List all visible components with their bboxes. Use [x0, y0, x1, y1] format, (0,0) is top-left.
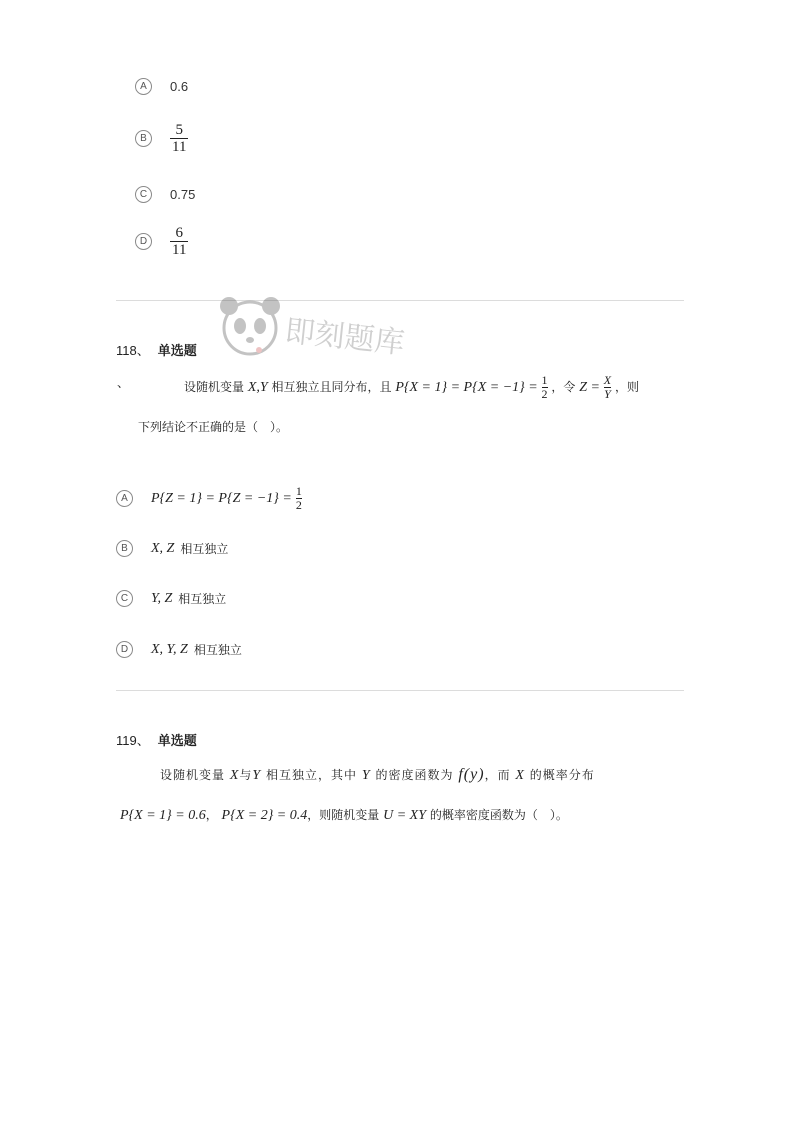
- option-letter: D: [116, 641, 133, 658]
- stem-text: ，而: [484, 768, 511, 782]
- fraction: [170, 122, 188, 155]
- stem-math: P{X = 1} = P{X = −1} =: [395, 380, 538, 395]
- stem-text: ，令: [551, 380, 576, 394]
- stem-math: Z =: [579, 380, 600, 395]
- option-letter: B: [116, 540, 133, 557]
- denominator: 11: [172, 242, 187, 258]
- question-number: 118、: [116, 343, 150, 358]
- denominator: 2: [541, 387, 548, 401]
- panda-logo-icon: [215, 290, 285, 360]
- option-letter: C: [116, 590, 133, 607]
- option-math: X, Y, Z: [151, 641, 188, 657]
- stem-math: X,Y: [247, 380, 268, 395]
- option-a[interactable]: [116, 485, 302, 512]
- stem-math: X: [515, 768, 525, 783]
- option-letter: A: [135, 78, 152, 95]
- option-c[interactable]: [135, 186, 195, 203]
- question-stem-line2: [120, 806, 568, 824]
- option-text: 相互独立: [178, 592, 227, 606]
- stem-text: 设随机变量: [184, 380, 245, 394]
- option-letter: B: [135, 130, 152, 147]
- stem-text: 设随机变量: [160, 768, 226, 782]
- stem-text: 与: [239, 768, 253, 782]
- stray-mark: 、: [117, 376, 130, 390]
- stem-text: 的概率分布: [529, 768, 595, 782]
- watermark-text: 即刻题库: [283, 313, 407, 362]
- option-math: Y, Z: [151, 590, 173, 606]
- stem-text: 的概率密度函数为（ ）。: [429, 808, 568, 822]
- option-d[interactable]: [116, 641, 242, 658]
- fraction: [542, 374, 548, 401]
- question-type: 单选题: [157, 734, 197, 749]
- question-header: [116, 340, 197, 359]
- stem-text: ，: [205, 808, 218, 822]
- numerator: 1: [541, 373, 548, 387]
- stem-math: X: [229, 768, 240, 783]
- divider: [116, 300, 684, 301]
- question-stem: [184, 374, 639, 401]
- stem-text: 的密度函数为: [375, 768, 454, 782]
- option-d[interactable]: [135, 225, 188, 258]
- option-letter: C: [135, 186, 152, 203]
- numerator: 6: [175, 225, 183, 241]
- option-b[interactable]: [135, 122, 188, 155]
- fraction: [296, 485, 302, 512]
- stem-math: f(y): [458, 766, 485, 783]
- question-type: 单选题: [157, 344, 197, 359]
- stem-math: Y: [361, 768, 371, 783]
- question-header: [116, 730, 197, 749]
- stem-text: 相互独立，其中: [266, 768, 358, 782]
- option-math: X, Z: [151, 540, 175, 556]
- option-math: P{Z = 1} = P{Z = −1} =: [151, 490, 292, 506]
- option-text: 相互独立: [180, 542, 229, 556]
- denominator: 11: [172, 139, 187, 155]
- stem-math: P{X = 2} = 0.4: [221, 808, 308, 823]
- question-stem-line2: 下列结论不正确的是（ ）。: [138, 420, 289, 434]
- option-c[interactable]: [116, 590, 226, 607]
- fraction: [604, 374, 611, 401]
- stem-math: P{X = 1} = 0.6: [120, 808, 206, 823]
- watermark: [215, 290, 407, 364]
- numerator: 5: [175, 122, 183, 138]
- option-b[interactable]: [116, 540, 228, 557]
- denominator: Y: [604, 387, 611, 401]
- question-number: 119、: [116, 733, 150, 748]
- question-stem: [160, 766, 595, 784]
- option-a[interactable]: [135, 78, 188, 95]
- stem-text: ，则随机变量: [307, 808, 380, 822]
- option-value: 0.75: [170, 187, 196, 202]
- stem-text: 相互独立且同分布，且: [271, 380, 392, 394]
- divider: [116, 690, 684, 691]
- option-text: 相互独立: [193, 643, 242, 657]
- numerator: 1: [295, 484, 302, 498]
- stem-text: ，则: [614, 380, 639, 394]
- stem-math: Y: [252, 768, 262, 783]
- option-letter: A: [116, 490, 133, 507]
- option-letter: D: [135, 233, 152, 250]
- option-value: 0.6: [170, 79, 189, 94]
- numerator: X: [603, 373, 612, 387]
- stem-math: U = XY: [383, 808, 426, 823]
- denominator: 2: [295, 498, 302, 512]
- fraction: [170, 225, 188, 258]
